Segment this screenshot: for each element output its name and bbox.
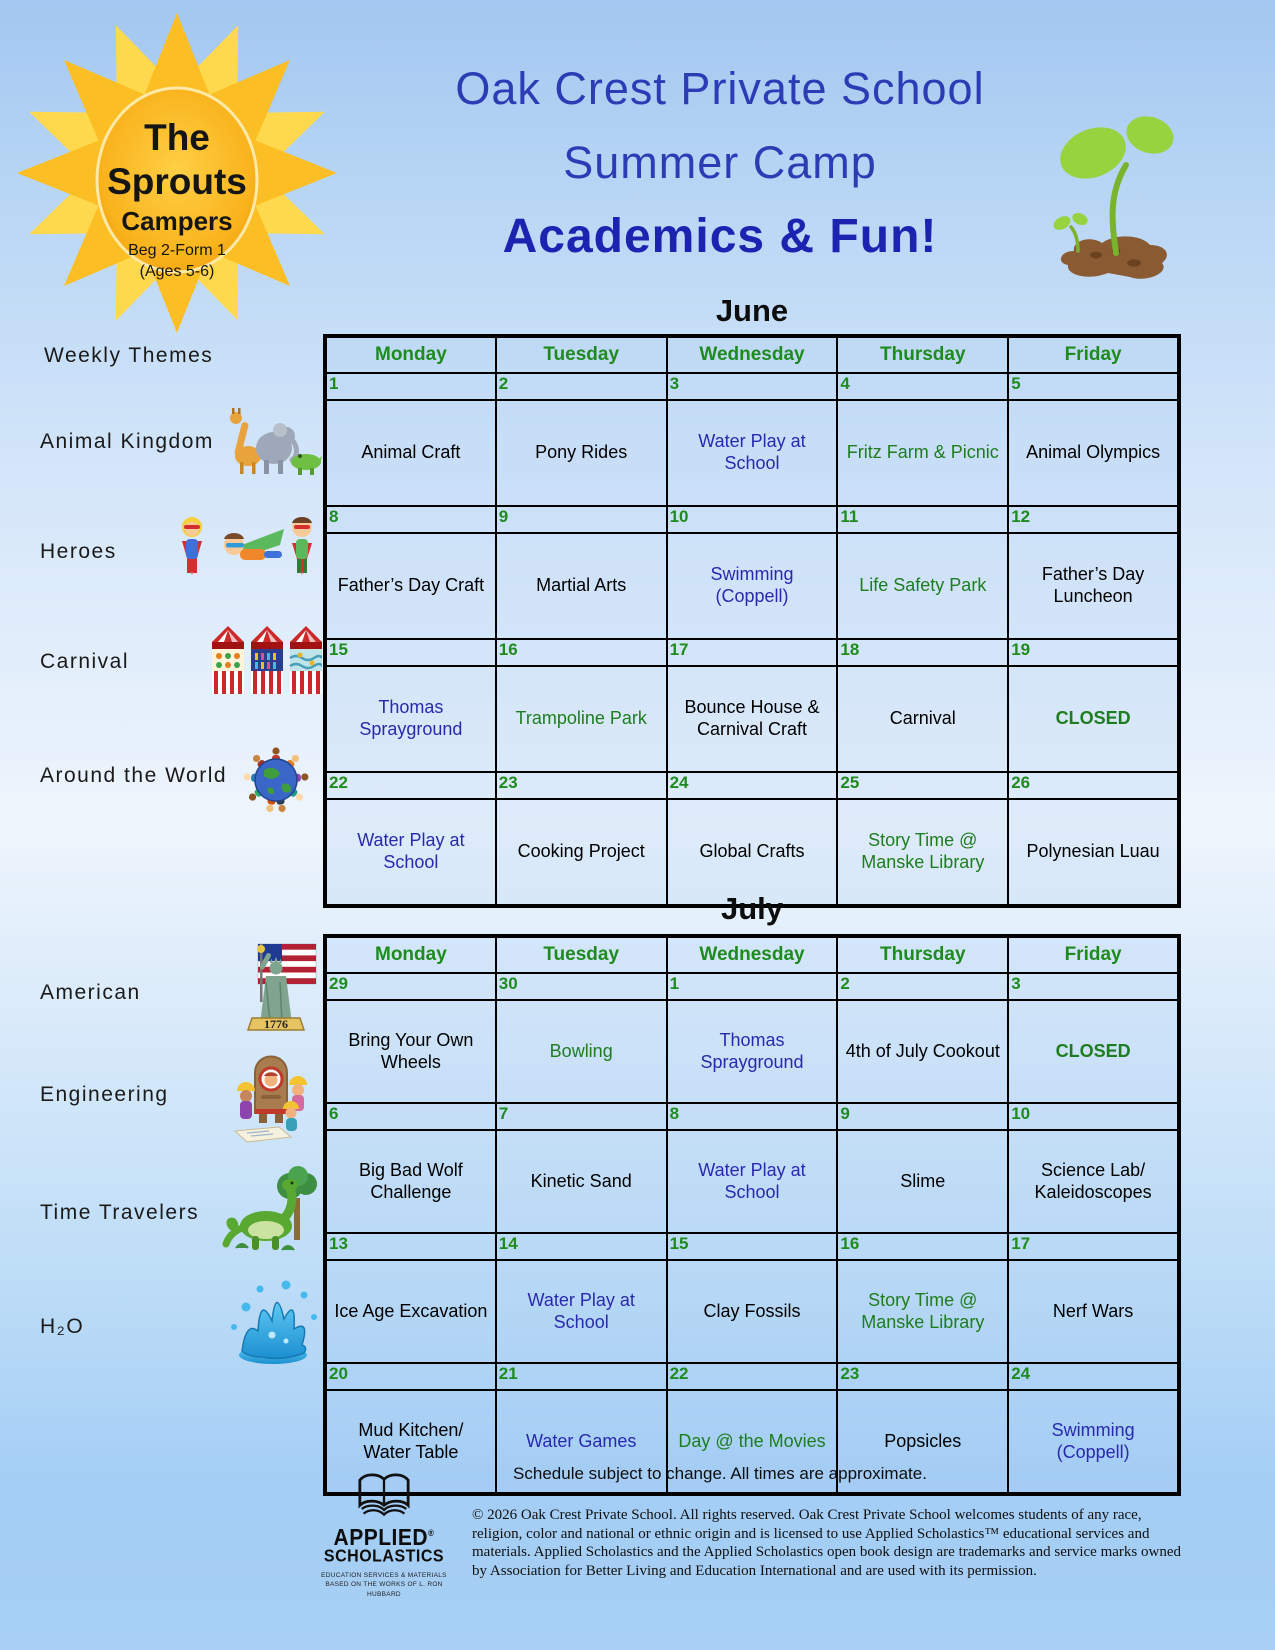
day-header-friday: Friday	[1008, 336, 1179, 373]
date-cell: 2	[837, 973, 1008, 1000]
event-cell: Bowling	[496, 1000, 667, 1103]
day-header-wednesday: Wednesday	[667, 336, 838, 373]
date-cell: 3	[667, 373, 838, 400]
liberty-banner-text: 1776	[264, 1017, 288, 1031]
july-calendar-table	[323, 934, 1181, 1496]
event-cell: Pony Rides	[496, 400, 667, 506]
sidebar-item-animal-kingdom	[40, 392, 322, 492]
sidebar-item-american	[40, 938, 322, 1048]
date-cell: 15	[667, 1233, 838, 1260]
event-cell: Bounce House & Carnival Craft	[667, 666, 838, 772]
date-cell: 24	[667, 772, 838, 799]
june-calendar-table	[323, 334, 1181, 908]
day-header-friday: Friday	[1008, 936, 1179, 973]
date-cell: 21	[496, 1363, 667, 1390]
date-cell: 30	[496, 973, 667, 1000]
logo-word-applied: APPLIED®	[333, 1524, 435, 1551]
date-cell: 8	[325, 506, 496, 533]
event-cell: Big Bad Wolf Challenge	[325, 1130, 496, 1233]
event-cell: Nerf Wars	[1008, 1260, 1179, 1363]
sun-badge	[12, 8, 342, 338]
date-cell: 9	[837, 1103, 1008, 1130]
event-cell: Day @ the Movies	[667, 1390, 838, 1494]
event-cell: Water Play at School	[496, 1260, 667, 1363]
event-cell: Bring Your Own Wheels	[325, 1000, 496, 1103]
event-cell: Fritz Farm & Picnic	[837, 400, 1008, 506]
date-cell: 29	[325, 973, 496, 1000]
event-cell: Thomas Sprayground	[667, 1000, 838, 1103]
sun-line1: The	[144, 117, 210, 158]
schedule-note: Schedule subject to change. All times are approximate.	[513, 1464, 927, 1483]
event-cell: 4th of July Cookout	[837, 1000, 1008, 1103]
event-cell: CLOSED	[1008, 1000, 1179, 1103]
theme-label: American	[40, 981, 141, 1004]
around-the-world-icon	[230, 728, 322, 825]
date-cell: 1	[325, 373, 496, 400]
heroes-icon	[172, 511, 322, 594]
date-cell: 10	[1008, 1103, 1179, 1130]
event-cell: Swimming (Coppell)	[1008, 1390, 1179, 1494]
event-cell: Popsicles	[837, 1390, 1008, 1494]
theme-label: Heroes	[40, 540, 117, 563]
event-cell: Clay Fossils	[667, 1260, 838, 1363]
day-header-monday: Monday	[325, 336, 496, 373]
day-header-monday: Monday	[325, 936, 496, 973]
event-cell: Trampoline Park	[496, 666, 667, 772]
event-cell: Water Play at School	[325, 799, 496, 906]
header-titles	[340, 52, 1100, 274]
theme-label: Engineering	[40, 1083, 169, 1106]
theme-label: Animal Kingdom	[40, 430, 214, 453]
event-cell: Water Games	[496, 1390, 667, 1494]
event-cell: Animal Craft	[325, 400, 496, 506]
date-cell: 26	[1008, 772, 1179, 799]
logo-tagline1: EDUCATION SERVICES & MATERIALS	[321, 1571, 447, 1579]
day-header-tuesday: Tuesday	[496, 336, 667, 373]
event-cell: Father’s Day Craft	[325, 533, 496, 639]
june-calendar	[323, 334, 1181, 908]
date-cell: 23	[837, 1363, 1008, 1390]
date-cell: 9	[496, 506, 667, 533]
date-cell: 17	[1008, 1233, 1179, 1260]
event-cell: Slime	[837, 1130, 1008, 1233]
date-cell: 11	[837, 506, 1008, 533]
american-icon	[230, 938, 322, 1048]
h2o-icon	[224, 1277, 322, 1377]
date-cell: 2	[496, 373, 667, 400]
event-cell: Polynesian Luau	[1008, 799, 1179, 906]
sidebar-item-time-travelers	[40, 1160, 322, 1265]
date-cell: 6	[325, 1103, 496, 1130]
event-cell: Life Safety Park	[837, 533, 1008, 639]
event-cell: Ice Age Excavation	[325, 1260, 496, 1363]
registered-mark: ®	[428, 1527, 435, 1539]
sidebar-item-heroes	[40, 502, 322, 602]
date-cell: 3	[1008, 973, 1179, 1000]
event-cell: Global Crafts	[667, 799, 838, 906]
sun-line4: Beg 2-Form 1	[128, 242, 226, 259]
event-cell: Animal Olympics	[1008, 400, 1179, 506]
theme-label: Carnival	[40, 650, 130, 673]
sprout-icon	[1038, 103, 1183, 293]
applied-scholastics-logo	[308, 1470, 460, 1600]
date-cell: 13	[325, 1233, 496, 1260]
event-cell: Thomas Sprayground	[325, 666, 496, 772]
sun-line5: (Ages 5-6)	[139, 263, 215, 280]
date-cell: 12	[1008, 506, 1179, 533]
event-cell: Water Play at School	[667, 1130, 838, 1233]
event-cell: Kinetic Sand	[496, 1130, 667, 1233]
event-cell: Carnival	[837, 666, 1008, 772]
sidebar-item-h2o	[40, 1272, 322, 1382]
page-title-line2: Summer Camp	[563, 137, 877, 188]
july-month-title: July	[720, 891, 784, 926]
theme-label: H₂O	[40, 1315, 85, 1338]
carnival-icon	[210, 624, 322, 701]
date-cell: 22	[325, 772, 496, 799]
sidebar-item-engineering	[40, 1040, 322, 1150]
date-cell: 7	[496, 1103, 667, 1130]
date-cell: 17	[667, 639, 838, 666]
day-header-wednesday: Wednesday	[667, 936, 838, 973]
sidebar-item-carnival	[40, 612, 322, 712]
date-cell: 1	[667, 973, 838, 1000]
date-cell: 5	[1008, 373, 1179, 400]
copyright-text: © 2026 Oak Crest Private School. All rights reserved. Oak Crest Private School welcomes students of any race, religion, color and national or ethnic origin and is licensed to use Applied Scholastics™ educational services and materials. Applied Scholastics and the Applied Scholastics open book design are trademarks and service marks owned by Association for Better Living and Education International and are used with its permission.	[472, 1507, 1181, 1579]
event-cell: Water Play at School	[667, 400, 838, 506]
event-cell: Cooking Project	[496, 799, 667, 906]
date-cell: 19	[1008, 639, 1179, 666]
date-cell: 22	[667, 1363, 838, 1390]
date-cell: 15	[325, 639, 496, 666]
open-book-icon	[351, 1470, 417, 1522]
event-cell: Martial Arts	[496, 533, 667, 639]
day-header-thursday: Thursday	[837, 936, 1008, 973]
engineering-icon	[217, 1043, 322, 1148]
date-cell: 23	[496, 772, 667, 799]
event-cell: Father’s Day Luncheon	[1008, 533, 1179, 639]
page-title-line3: Academics & Fun!	[502, 210, 938, 263]
sun-line2: Sprouts	[107, 161, 247, 202]
theme-label: Time Travelers	[40, 1200, 200, 1224]
page-title-line1: Oak Crest Private School	[455, 63, 985, 114]
sidebar-item-around-the-world	[40, 726, 322, 826]
date-cell: 16	[496, 639, 667, 666]
date-cell: 18	[837, 639, 1008, 666]
event-cell: Mud Kitchen/ Water Table	[325, 1390, 496, 1494]
logo-word-scholastics: SCHOLASTICS	[323, 1546, 445, 1566]
event-cell: CLOSED	[1008, 666, 1179, 772]
event-cell: Swimming (Coppell)	[667, 533, 838, 639]
time-travelers-icon	[222, 1164, 322, 1261]
june-month-title: June	[715, 293, 789, 328]
date-cell: 24	[1008, 1363, 1179, 1390]
date-cell: 16	[837, 1233, 1008, 1260]
date-cell: 14	[496, 1233, 667, 1260]
date-cell: 10	[667, 506, 838, 533]
sun-line3: Campers	[121, 206, 233, 236]
event-cell: Story Time @ Manske Library	[837, 799, 1008, 906]
theme-label: Around the World	[40, 764, 228, 787]
date-cell: 8	[667, 1103, 838, 1130]
day-header-thursday: Thursday	[837, 336, 1008, 373]
event-cell: Story Time @ Manske Library	[837, 1260, 1008, 1363]
event-cell: Science Lab/ Kaleidoscopes	[1008, 1130, 1179, 1233]
weekly-themes-label: Weekly Themes	[44, 344, 214, 367]
july-calendar	[323, 934, 1181, 1496]
date-cell: 20	[325, 1363, 496, 1390]
date-cell: 4	[837, 373, 1008, 400]
animal-kingdom-icon	[222, 404, 322, 481]
date-cell: 25	[837, 772, 1008, 799]
day-header-tuesday: Tuesday	[496, 936, 667, 973]
logo-tagline2: BASED ON THE WORKS OF L. RON HUBBARD	[325, 1581, 443, 1599]
